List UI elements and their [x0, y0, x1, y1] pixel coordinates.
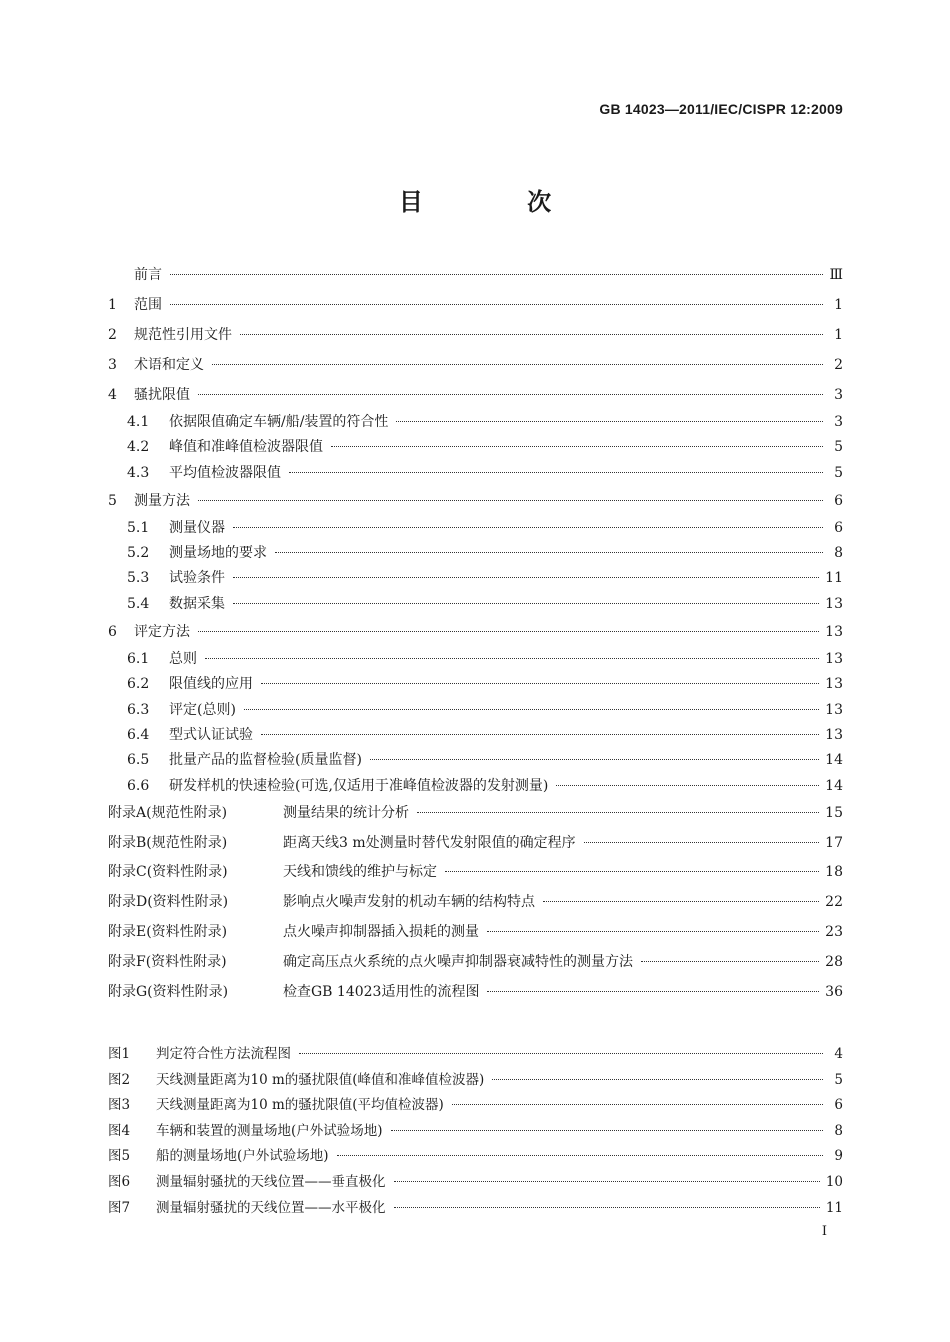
entry-number: 5.3 — [127, 570, 150, 587]
entry-title: 平均值检波器限值 — [169, 464, 281, 481]
entry-page-number: 6 — [834, 492, 843, 509]
figure-entry[interactable] — [108, 1170, 843, 1196]
dot-leader — [240, 333, 823, 335]
entry-number: 4.1 — [127, 414, 150, 430]
dot-leader — [394, 1206, 820, 1208]
entry-title: 测量方法 — [134, 492, 190, 509]
entry-number: 附录B(规范性附录) — [108, 834, 228, 851]
toc-entry[interactable] — [108, 350, 843, 380]
entry-number: 3 — [108, 357, 117, 373]
entry-number: 图7 — [108, 1199, 131, 1216]
entry-title: 限值线的应用 — [169, 676, 253, 693]
entry-title: 距离天线3 m处测量时替代发射限值的确定程序 — [283, 834, 576, 851]
dot-leader — [244, 708, 819, 710]
entry-number: 图1 — [108, 1046, 131, 1062]
dot-leader — [198, 393, 823, 395]
toc-entry[interactable] — [108, 541, 843, 566]
entry-page-number: 3 — [834, 414, 843, 430]
entry-title: 影响点火噪声发射的机动车辆的结构特点 — [283, 894, 535, 911]
entry-title: 检查GB 14023适用性的流程图 — [283, 983, 480, 1000]
entry-title: 确定高压点火系统的点火噪声抑制器衰减特性的测量方法 — [283, 953, 633, 970]
toc-entry[interactable] — [108, 672, 843, 697]
figure-entry[interactable] — [108, 1042, 843, 1068]
entry-number: 4 — [108, 387, 117, 403]
dot-leader — [492, 1078, 823, 1080]
entry-page-number: 1 — [834, 327, 843, 343]
figure-entry[interactable] — [108, 1068, 843, 1094]
entry-page-number: 3 — [834, 387, 843, 403]
entry-page-number: 18 — [825, 864, 843, 881]
entry-number: 5 — [108, 492, 117, 509]
dot-leader — [556, 784, 819, 786]
entry-page-number: Ⅲ — [829, 267, 843, 283]
dot-leader — [487, 990, 819, 992]
entry-title: 试验条件 — [169, 570, 225, 587]
toc-entry[interactable] — [108, 435, 843, 460]
entry-page-number: 13 — [825, 726, 843, 743]
entry-page-number: 22 — [825, 894, 843, 911]
entry-number: 图6 — [108, 1173, 131, 1190]
dot-leader — [452, 1103, 823, 1105]
annex-entry[interactable] — [108, 888, 843, 918]
entry-title: 峰值和准峰值检波器限值 — [169, 439, 323, 456]
toc-entry[interactable] — [108, 617, 843, 647]
entry-number: 附录C(资料性附录) — [108, 864, 228, 881]
annex-entry[interactable] — [108, 948, 843, 978]
entry-page-number: 14 — [825, 752, 843, 769]
entry-number: 6.3 — [127, 701, 150, 718]
toc-entry[interactable] — [108, 592, 843, 617]
entry-page-number: 28 — [825, 953, 843, 970]
dot-leader — [396, 420, 823, 422]
entry-number: 2 — [108, 327, 117, 343]
entry-page-number: 4 — [834, 1046, 843, 1062]
entry-number: 6.6 — [127, 777, 150, 794]
entry-number: 6.1 — [127, 651, 150, 668]
entry-page-number: 11 — [825, 570, 843, 587]
page-number: Ⅰ — [821, 1224, 827, 1239]
dot-leader — [205, 657, 819, 659]
dot-leader — [233, 602, 819, 604]
entry-title: 骚扰限值 — [134, 387, 190, 403]
entry-page-number: 14 — [825, 777, 843, 794]
toc-entry[interactable] — [108, 698, 843, 723]
entry-page-number: 13 — [825, 701, 843, 718]
list-of-figures — [108, 1042, 843, 1221]
entry-number: 图2 — [108, 1071, 131, 1088]
entry-page-number: 23 — [825, 924, 843, 941]
entry-page-number: 15 — [825, 804, 843, 821]
entry-page-number: 1 — [834, 297, 843, 313]
entry-title: 判定符合性方法流程图 — [156, 1046, 291, 1062]
entry-number: 附录F(资料性附录) — [108, 953, 227, 970]
dot-leader — [275, 551, 823, 553]
entry-number: 附录E(资料性附录) — [108, 924, 228, 941]
entry-title: 研发样机的快速检验(可选,仅适用于准峰值检波器的发射测量) — [169, 777, 549, 794]
entry-number: 图4 — [108, 1122, 131, 1139]
entry-title: 天线测量距离为10 m的骚扰限值(峰值和准峰值检波器) — [156, 1071, 485, 1088]
figure-entry[interactable] — [108, 1144, 843, 1170]
entry-number: 6.2 — [127, 676, 150, 693]
dot-leader — [584, 841, 820, 843]
entry-title: 车辆和装置的测量场地(户外试验场地) — [156, 1122, 383, 1139]
annex-entry[interactable] — [108, 799, 843, 829]
dot-leader — [289, 471, 823, 473]
figure-entry[interactable] — [108, 1196, 843, 1222]
entry-title: 测量仪器 — [169, 519, 225, 536]
annex-entry[interactable] — [108, 918, 843, 948]
entry-number: 5.4 — [127, 595, 150, 612]
entry-title: 依据限值确定车辆/船/装置的符合性 — [169, 414, 389, 430]
entry-page-number: 10 — [825, 1173, 843, 1190]
entry-title: 评定(总则) — [169, 701, 236, 718]
entry-number: 5.1 — [127, 519, 150, 536]
standard-code: GB 14023—2011/IEC/CISPR 12:2009 — [599, 101, 843, 117]
entry-page-number: 11 — [825, 1199, 843, 1216]
dot-leader — [331, 445, 823, 447]
entry-title: 测量辐射骚扰的天线位置——垂直极化 — [156, 1173, 386, 1190]
dot-leader — [170, 303, 823, 305]
entry-number: 6.4 — [127, 726, 150, 743]
dot-leader — [641, 960, 819, 962]
dot-leader — [170, 273, 823, 275]
toc-entry[interactable] — [108, 380, 843, 410]
dot-leader — [198, 630, 819, 632]
toc-entry[interactable] — [108, 723, 843, 748]
entry-number: 1 — [108, 297, 117, 313]
toc-entry[interactable] — [108, 566, 843, 591]
entry-number: 附录D(资料性附录) — [108, 894, 229, 911]
entry-title: 数据采集 — [169, 595, 225, 612]
toc-entry[interactable] — [108, 320, 843, 350]
entry-number: 5.2 — [127, 545, 150, 562]
entry-page-number: 36 — [825, 983, 843, 1000]
entry-page-number: 6 — [834, 519, 843, 536]
entry-page-number: 5 — [834, 439, 843, 456]
entry-number: 附录A(规范性附录) — [108, 804, 228, 821]
toc-entry[interactable] — [108, 647, 843, 672]
entry-title: 天线和馈线的维护与标定 — [283, 864, 437, 881]
entry-title: 点火噪声抑制器插入损耗的测量 — [283, 924, 479, 941]
entry-title: 型式认证试验 — [169, 726, 253, 743]
toc-entry[interactable] — [108, 290, 843, 320]
dot-leader — [233, 576, 819, 578]
dot-leader — [391, 1129, 823, 1131]
dot-leader — [445, 870, 819, 872]
annex-entry[interactable] — [108, 858, 843, 888]
dot-leader — [370, 758, 819, 760]
entry-page-number: 13 — [825, 624, 843, 641]
annex-entry[interactable] — [108, 978, 843, 1008]
entry-number: 6.5 — [127, 752, 150, 769]
entry-title: 天线测量距离为10 m的骚扰限值(平均值检波器) — [156, 1097, 444, 1114]
entry-page-number: 9 — [834, 1148, 843, 1165]
entry-page-number: 6 — [834, 1097, 843, 1114]
entry-page-number: 13 — [825, 676, 843, 693]
entry-title: 测量结果的统计分析 — [283, 804, 409, 821]
toc-entry[interactable] — [108, 260, 843, 290]
dot-leader — [299, 1052, 823, 1054]
entry-page-number: 8 — [834, 545, 843, 562]
entry-title: 测量场地的要求 — [169, 545, 267, 562]
entry-title: 术语和定义 — [134, 357, 204, 373]
dot-leader — [233, 526, 823, 528]
toc-entry[interactable] — [108, 774, 843, 799]
entry-number: 4.2 — [127, 439, 150, 456]
toc-entry[interactable] — [108, 461, 843, 486]
toc-entry[interactable] — [108, 410, 843, 435]
toc-entry[interactable] — [108, 486, 843, 516]
entry-page-number: 13 — [825, 595, 843, 612]
dot-leader — [261, 733, 819, 735]
entry-title: 测量辐射骚扰的天线位置——水平极化 — [156, 1199, 386, 1216]
figure-entry[interactable] — [108, 1119, 843, 1145]
dot-leader — [394, 1180, 820, 1182]
entry-number: 4.3 — [127, 464, 150, 481]
dot-leader — [212, 363, 823, 365]
entry-title: 评定方法 — [134, 624, 190, 641]
annex-entry[interactable] — [108, 829, 843, 859]
dot-leader — [543, 900, 819, 902]
dot-leader — [487, 930, 819, 932]
entry-number: 附录G(资料性附录) — [108, 983, 229, 1000]
entry-page-number: 5 — [834, 1071, 843, 1088]
toc-entry[interactable] — [108, 516, 843, 541]
entry-page-number: 8 — [834, 1122, 843, 1139]
entry-number: 图5 — [108, 1148, 131, 1165]
page-title: 目 次 — [398, 188, 600, 216]
entry-title: 总则 — [169, 651, 197, 668]
entry-title: 批量产品的监督检验(质量监督) — [169, 752, 362, 769]
entry-page-number: 13 — [825, 651, 843, 668]
dot-leader — [261, 682, 819, 684]
table-of-contents — [108, 260, 843, 1007]
entry-page-number: 17 — [825, 834, 843, 851]
dot-leader — [337, 1154, 823, 1156]
toc-entry[interactable] — [108, 748, 843, 773]
entry-page-number: 5 — [834, 464, 843, 481]
entry-title: 船的测量场地(户外试验场地) — [156, 1148, 329, 1165]
entry-page-number: 2 — [834, 357, 843, 373]
entry-title: 范围 — [134, 297, 162, 313]
entry-number: 图3 — [108, 1097, 131, 1114]
entry-title: 前言 — [134, 267, 162, 283]
dot-leader — [198, 499, 823, 501]
entry-number: 6 — [108, 624, 117, 641]
figure-entry[interactable] — [108, 1093, 843, 1119]
dot-leader — [417, 811, 819, 813]
entry-title: 规范性引用文件 — [134, 327, 232, 343]
